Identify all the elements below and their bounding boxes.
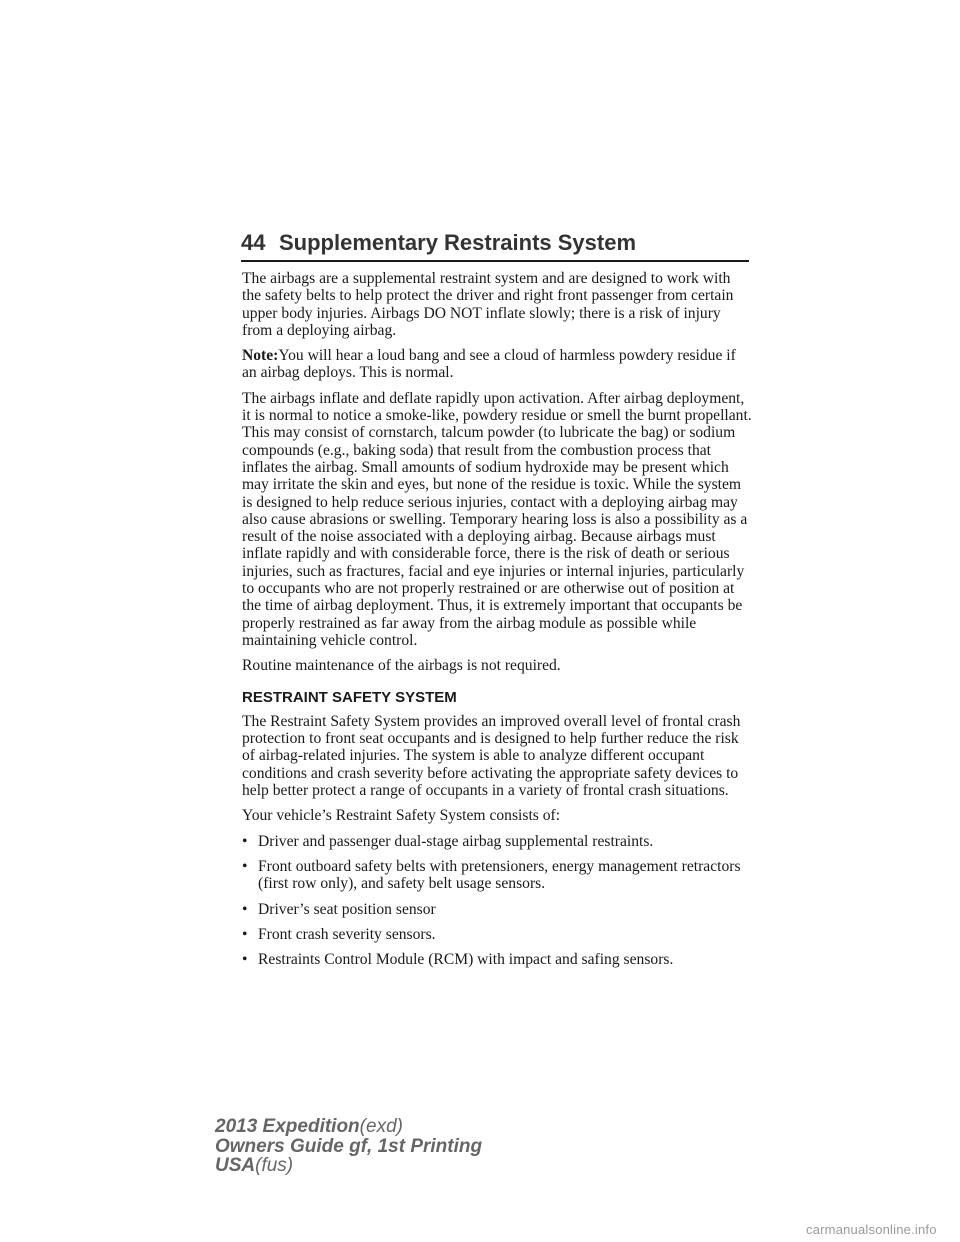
maintenance-paragraph: Routine maintenance of the airbags is not required. bbox=[242, 657, 561, 675]
restraint-safety-heading: RESTRAINT SAFETY SYSTEM bbox=[242, 688, 457, 706]
bullet-icon: • bbox=[242, 900, 248, 918]
list-item-text: Front outboard safety belts with pretensioners, energy management retractors (first row only), and safety belt usage sensors. bbox=[258, 857, 741, 893]
footer-market: USA bbox=[215, 1155, 256, 1176]
footer-market-code: (fus) bbox=[255, 1155, 294, 1176]
bullet-icon: • bbox=[242, 951, 248, 969]
bullet-icon: • bbox=[242, 925, 248, 943]
restraint-safety-paragraph: The Restraint Safety System provides an improved overall level of frontal crash protection to front seat occupants and is designed to help further reduce the risk of airbag-related injuries. The system is able to analyze different occupant conditions and crash severity before activating the appropriate safety devices to help better protect a range of occupants in a variety of frontal crash situations. bbox=[242, 712, 741, 800]
list-item-text: Front crash severity sensors. bbox=[258, 925, 436, 943]
main-content bbox=[242, 270, 752, 976]
watermark: carmanualsonline.info bbox=[806, 1222, 937, 1237]
components-list bbox=[242, 833, 752, 969]
intro-paragraph: The airbags are a supplemental restraint system and are designed to work with the safety belts to help protect the driver and right front passenger from certain upper body injuries. Airbags DO NOT inflate slowly; there is a risk of injury from a deploying airbag. bbox=[242, 270, 734, 339]
consists-of-paragraph: Your vehicle’s Restraint Safety System consists of: bbox=[242, 807, 561, 825]
bullet-icon: • bbox=[242, 857, 248, 875]
footer-line-model bbox=[215, 1117, 482, 1137]
section-title: Supplementary Restraints System bbox=[279, 230, 637, 255]
list-item bbox=[242, 858, 752, 893]
list-item bbox=[242, 926, 752, 943]
footer-line-market bbox=[215, 1156, 482, 1176]
list-item-text: Driver and passenger dual-stage airbag supplemental restraints. bbox=[258, 832, 654, 850]
list-item bbox=[242, 951, 752, 968]
list-item-text: Driver’s seat position sensor bbox=[258, 900, 436, 918]
list-item bbox=[242, 901, 752, 918]
footer-model: 2013 Expedition bbox=[215, 1116, 360, 1137]
list-item-text: Restraints Control Module (RCM) with impact and safing sensors. bbox=[258, 951, 674, 969]
footer-line-printing: Owners Guide gf, 1st Printing bbox=[215, 1135, 483, 1157]
document-footer bbox=[215, 1117, 482, 1176]
bullet-icon: • bbox=[242, 832, 248, 850]
note-paragraph bbox=[242, 347, 752, 382]
note-text: You will hear a loud bang and see a cloud of harmless powdery residue if an airbag deploys. This is normal. bbox=[242, 347, 736, 382]
deployment-paragraph: The airbags inflate and deflate rapidly upon activation. After airbag deployment, it is normal to notice a smoke-like, powdery residue or smell the burnt propellant. This may consist of cornstarch, talcum powder (to lubricate the bag) or sodium compounds (e.g., baking soda) that result from the combustion process that inflates the airbag. Small amounts of sodium hydroxide may be present which may irritate the skin and eyes, but none of the residue is toxic. While the system is designed to help reduce serious injuries, contact with a deploying airbag may also cause abrasions or swelling. Temporary hearing loss is also a possibility as a result of the noise associated with a deploying airbag. Because airbags must inflate rapidly and with considerable force, there is the risk of death or serious injuries, such as fractures, facial and eye injuries or internal injuries, particularly to occupants who are not properly restrained or are otherwise out of position at the time of airbag deployment. Thus, it is extremely important that occupants be properly restrained as far away from the airbag module as possible while maintaining vehicle control. bbox=[242, 389, 752, 649]
page-header bbox=[241, 228, 749, 262]
list-item bbox=[242, 833, 752, 850]
footer-model-code: (exd) bbox=[359, 1116, 403, 1137]
page-number: 44 bbox=[241, 230, 266, 255]
note-label: Note: bbox=[242, 347, 279, 365]
